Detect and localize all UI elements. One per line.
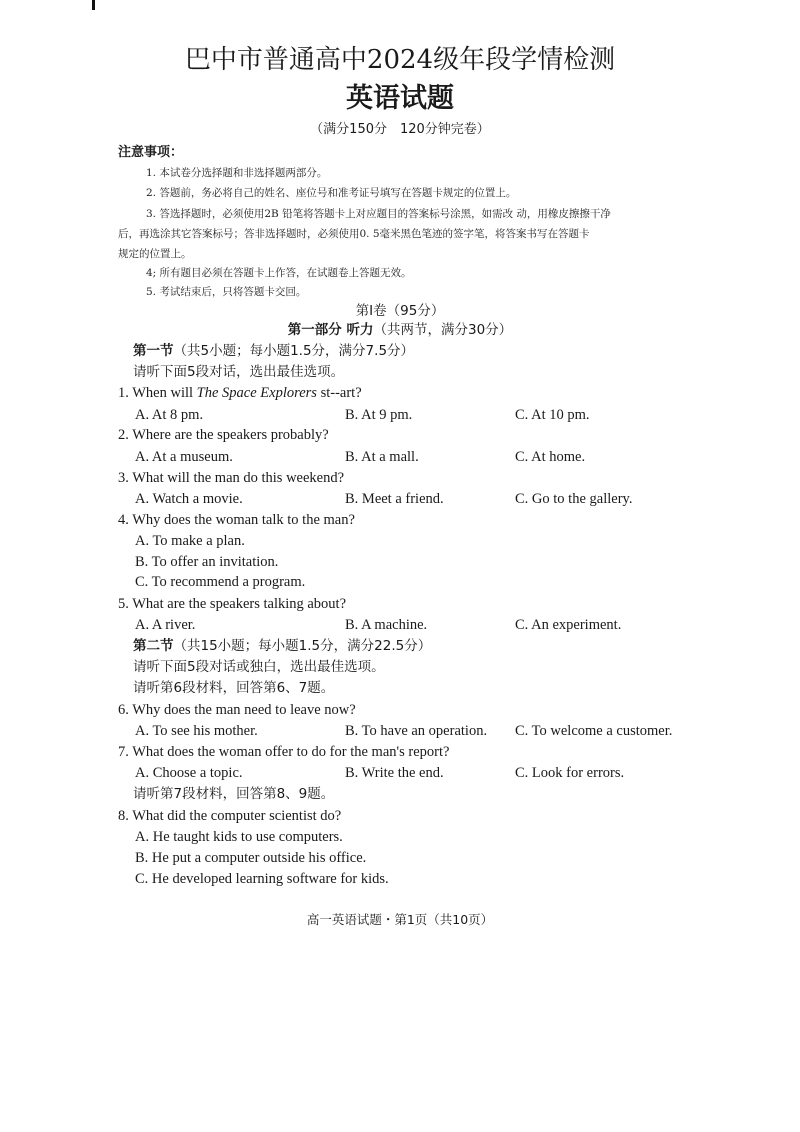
- option: C. To recommend a program.: [135, 574, 306, 590]
- question-5: 5. What are the speakers talking about?: [118, 596, 347, 612]
- note-item: 5. 考试结束后，只将答题卡交回。: [146, 286, 307, 298]
- option: C. Go to the gallery.: [515, 491, 633, 507]
- option: A. To make a plan.: [135, 533, 245, 549]
- volume-title: 第Ⅰ卷（95分）: [355, 303, 445, 319]
- option: A. At 8 pm.: [135, 407, 204, 423]
- option: B. To have an operation.: [345, 723, 488, 739]
- question-3: 3. What will the man do this weekend?: [118, 470, 345, 486]
- option: B. Write the end.: [345, 765, 444, 781]
- section2-info: （共15小题；每小题1.5分，满分22.5分）: [173, 638, 432, 654]
- option: B. At 9 pm.: [345, 407, 413, 423]
- option: C. At home.: [515, 449, 586, 465]
- section1-instruction: 请听下面5段对话，选出最佳选项。: [133, 364, 345, 380]
- option: B. To offer an invitation.: [135, 554, 279, 570]
- group6-instruction: 请听第6段材料，回答第6、7题。: [133, 680, 335, 696]
- note-item: 3. 答选择题时，必须使用2B 铅笔将答题卡上对应题目的答案标号涂黑，如需改 动，用橡皮擦擦干净: [146, 208, 611, 220]
- option: B. A machine.: [345, 617, 428, 633]
- section1-info: （共5小题；每小题1.5分，满分7.5分）: [173, 343, 415, 359]
- option: A. To see his mother.: [135, 723, 258, 739]
- option: A. Watch a movie.: [135, 491, 243, 507]
- option: C. An experiment.: [515, 617, 622, 633]
- note-item: 规定的位置上。: [118, 248, 192, 260]
- section1-title: [133, 342, 414, 360]
- group7-instruction: 请听第7段材料，回答第8、9题。: [133, 786, 335, 802]
- option: B. At a mall.: [345, 449, 419, 465]
- part-info: （共两节，满分30分）: [373, 322, 513, 338]
- option: C. Look for errors.: [515, 765, 625, 781]
- score-info: （满分150分 120分钟完卷）: [310, 122, 490, 137]
- section2-instruction: 请听下面5段对话或独白，选出最佳选项。: [133, 659, 385, 675]
- page-footer: 高一英语试题・第1页（共10页）: [306, 912, 494, 927]
- section2-name: 第二节: [133, 638, 174, 654]
- subject-title: 英语试题: [346, 83, 454, 114]
- note-item: 1. 本试卷分选择题和非选择题两部分。: [146, 167, 328, 179]
- section1-name: 第一节: [133, 343, 174, 359]
- question-8: 8. What did the computer scientist do?: [118, 808, 342, 824]
- question-7: 7. What does the woman offer to do for the man's report?: [118, 744, 450, 760]
- option: C. He developed learning software for kids.: [135, 871, 389, 887]
- option: A. At a museum.: [135, 449, 233, 465]
- option: A. He taught kids to use computers.: [135, 829, 343, 845]
- part-title: [0, 321, 800, 339]
- question-1: 1. When will The Space Explorers st--art?: [118, 385, 362, 401]
- notes-heading: 注意事项：: [118, 145, 184, 160]
- option: B. Meet a friend.: [345, 491, 444, 507]
- option: A. A river.: [135, 617, 196, 633]
- note-item: 4; 所有题目必须在答题卡上作答，在试题卷上答题无效。: [146, 267, 412, 279]
- option: C. At 10 pm.: [515, 407, 590, 423]
- option: C. To welcome a customer.: [515, 723, 673, 739]
- option: A. Choose a topic.: [135, 765, 243, 781]
- part-name: 第一部分 听力: [287, 322, 374, 338]
- note-item: 后，再选涂其它答案标号；答非选择题时，必须使用0. 5毫米黑色笔迹的签字笔，将答案书写在答题卡: [118, 228, 590, 240]
- question-4: 4. Why does the woman talk to the man?: [118, 512, 355, 528]
- note-item: 2. 答题前，务必将自己的姓名、座位号和准考证号填写在答题卡规定的位置上。: [146, 187, 517, 199]
- question-6: 6. Why does the man need to leave now?: [118, 702, 356, 718]
- question-2: 2. Where are the speakers probably?: [118, 427, 329, 443]
- exam-title: 巴中市普通高中2024级年段学情检测: [184, 45, 616, 75]
- scan-mark: [92, 0, 95, 10]
- option: B. He put a computer outside his office.: [135, 850, 367, 866]
- section2-title: [133, 637, 431, 655]
